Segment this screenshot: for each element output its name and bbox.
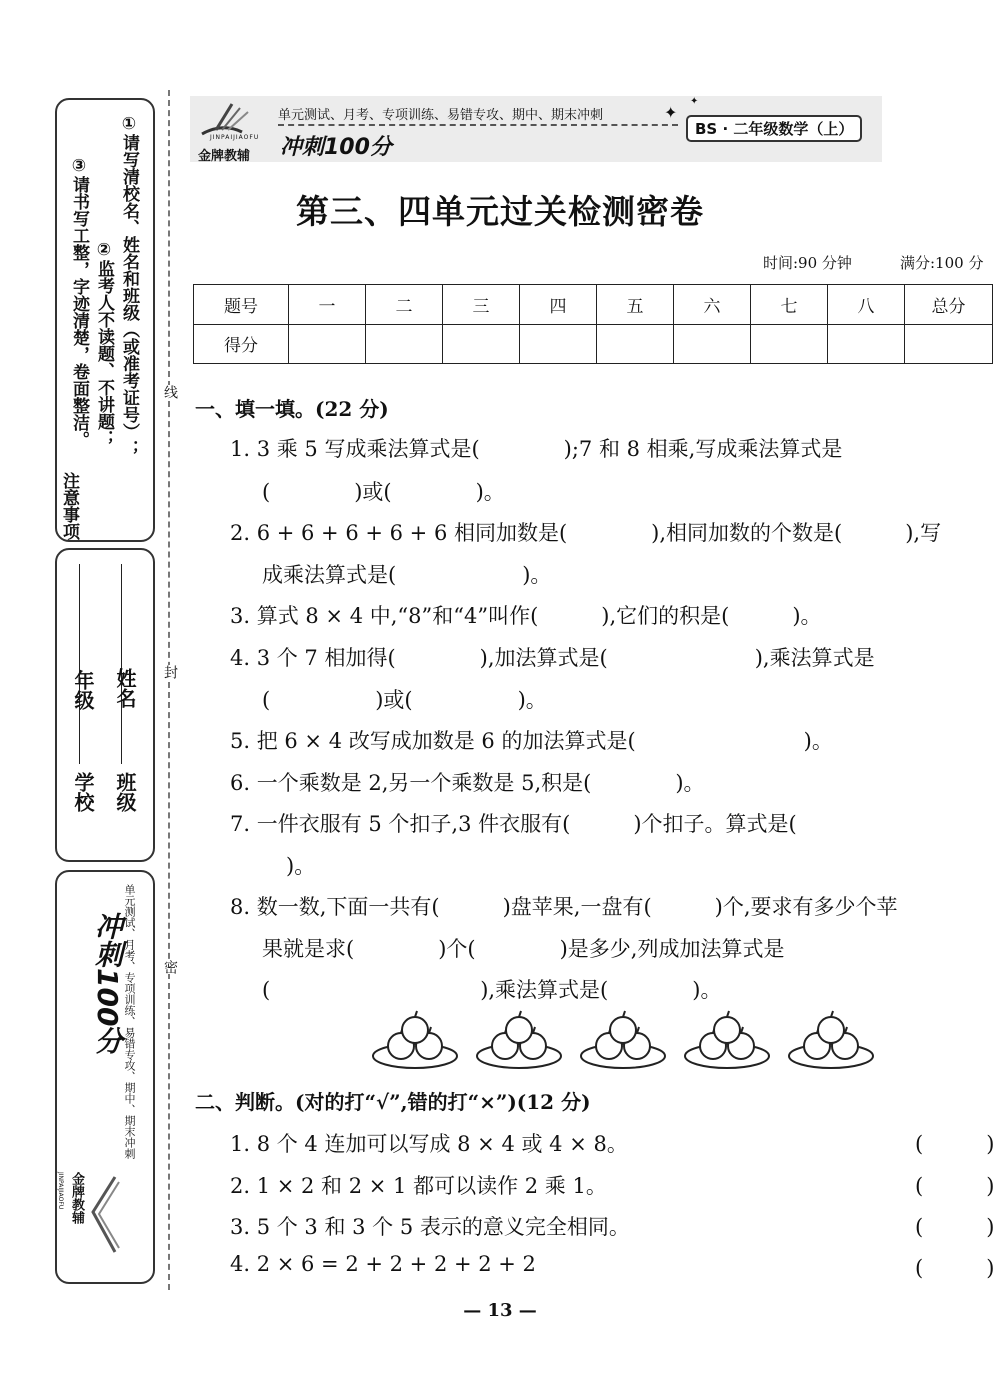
sidebar-brand-en: JINPAIJIAOFU (57, 1172, 64, 1210)
question-line: 1. 3 乘 5 写成乘法算式是( );7 和 8 相乘,写成乘法算式是 (230, 437, 843, 461)
sidebar-brand-cn: 金牌教辅 (69, 1172, 84, 1224)
score-header-cell: 四 (520, 285, 597, 325)
apple-icon (506, 1017, 532, 1043)
exam-full-score: 满分:100 分 (900, 254, 984, 272)
grade-label: 年级 (71, 670, 95, 710)
apple-icon (610, 1017, 636, 1043)
score-cell[interactable] (520, 324, 597, 364)
page-title: 第三、四单元过关检测密卷 (296, 192, 704, 231)
question-line: )。 (286, 854, 316, 878)
notice-rule-1: ①请写清校名、姓名和班级（或准考证号）； (119, 114, 139, 457)
score-header-cell: 二 (366, 285, 443, 325)
score-header-cell: 三 (443, 285, 520, 325)
score-header-cell: 题号 (194, 285, 289, 325)
section2-heading: 二、判断。(对的打“√”,错的打“×”)(12 分) (195, 1090, 591, 1114)
score-header-cell: 五 (597, 285, 674, 325)
score-table (193, 284, 993, 364)
judge-item: 4. 2 × 6 = 2 + 2 + 2 + 2 + 2 (230, 1252, 536, 1276)
book-logo-icon (85, 1172, 125, 1262)
cut-mark-feng: 封 (162, 665, 178, 679)
question-line: ( )或( )。 (262, 688, 547, 712)
student-info-box (55, 548, 155, 862)
score-cell[interactable] (828, 324, 905, 364)
score-table-header-row (194, 285, 993, 325)
notice-heading: 注意事项 (59, 472, 79, 540)
notice-rule-3: ③请书写工整，字迹清楚，卷面整洁。 (69, 156, 89, 448)
question-line: 6. 一个乘数是 2,另一个乘数是 5,积是( )。 (230, 771, 705, 795)
apple-plates-illustration (370, 1010, 890, 1074)
score-cell[interactable] (366, 324, 443, 364)
sparkle-icon: ✦ (664, 103, 678, 122)
question-line: 2. 6 + 6 + 6 + 6 + 6 相同加数是( ),相同加数的个数是( ),写 (230, 521, 942, 545)
apple-plate (373, 1011, 457, 1068)
question-line: 果就是求( )个( )是多少,列成加法算式是 (262, 937, 785, 961)
score-header-cell: 总分 (905, 285, 993, 325)
cut-line (168, 90, 170, 1290)
score-header-cell: 一 (289, 285, 366, 325)
class-field[interactable] (121, 564, 122, 764)
sidebar-brand-box (55, 870, 155, 1284)
score-cell[interactable] (674, 324, 751, 364)
question-line: 4. 3 个 7 相加得( ),加法算式是( ),乘法算式是 (230, 646, 875, 670)
sidebar-brand-title: 冲刺100分 (91, 912, 124, 1055)
section1-heading: 一、填一填。(22 分) (195, 397, 389, 421)
score-cell[interactable] (751, 324, 828, 364)
question-line: 成乘法算式是( )。 (262, 563, 552, 587)
score-header-cell: 七 (751, 285, 828, 325)
header-brand-en: JINPAIJIAOFU (210, 134, 260, 141)
exam-time: 时间:90 分钟 (763, 254, 852, 272)
answer-box[interactable]: ( ) (915, 1256, 995, 1280)
question-line: 7. 一件衣服有 5 个扣子,3 件衣服有( )个扣子。算式是( (230, 812, 797, 836)
score-cell[interactable] (443, 324, 520, 364)
school-field[interactable] (79, 564, 80, 764)
score-cell[interactable] (597, 324, 674, 364)
apple-plate (581, 1011, 665, 1068)
judge-item: 3. 5 个 3 和 3 个 5 表示的意义完全相同。 (230, 1215, 630, 1239)
notice-rule-2: ②监考人不读题、不讲题； (94, 240, 114, 447)
apple-icon (402, 1017, 428, 1043)
score-table-score-row (194, 324, 993, 364)
judge-item: 2. 1 × 2 和 2 × 1 都可以读作 2 乘 1。 (230, 1174, 607, 1198)
grade-badge: BS · 二年级数学（上） (686, 115, 862, 142)
apple-plate (477, 1011, 561, 1068)
score-row-label: 得分 (194, 324, 289, 364)
header-divider (278, 124, 678, 126)
score-cell[interactable] (289, 324, 366, 364)
score-header-cell: 六 (674, 285, 751, 325)
answer-box[interactable]: ( ) (915, 1174, 995, 1198)
question-line: 8. 数一数,下面一共有( )盘苹果,一盘有( )个,要求有多少个苹 (230, 895, 898, 919)
score-cell[interactable] (905, 324, 993, 364)
notice-box (55, 98, 155, 542)
apple-plate (685, 1011, 769, 1068)
apple-icon (714, 1017, 740, 1043)
judge-item: 1. 8 个 4 连加可以写成 8 × 4 或 4 × 8。 (230, 1132, 628, 1156)
cut-mark-xian: 线 (162, 385, 178, 399)
name-label: 姓名 (113, 668, 137, 708)
sidebar-brand-series: 单元测试、月考、专项训练、易错专攻、期中、期末冲刺 (123, 884, 136, 1159)
school-label: 学校 (71, 772, 95, 812)
apple-plate (789, 1011, 873, 1068)
score-header-cell: 八 (828, 285, 905, 325)
page-number: — 13 — (463, 1300, 537, 1321)
answer-box[interactable]: ( ) (915, 1215, 995, 1239)
class-label: 班级 (113, 772, 137, 812)
cut-mark-mi: 密 (162, 960, 178, 974)
question-line: 3. 算式 8 × 4 中,“8”和“4”叫作( ),它们的积是( )。 (230, 604, 822, 628)
question-line: 5. 把 6 × 4 改写成加数是 6 的加法算式是( )。 (230, 729, 833, 753)
answer-box[interactable]: ( ) (915, 1132, 995, 1156)
question-line: ( ),乘法算式是( )。 (262, 978, 722, 1002)
apple-icon (818, 1017, 844, 1043)
question-line: ( )或( )。 (262, 480, 505, 504)
header-brand-cn: 金牌教辅 (198, 149, 251, 164)
header-title: 冲刺100分 (280, 135, 392, 160)
header-series: 单元测试、月考、专项训练、易错专攻、期中、期末冲刺 (278, 108, 604, 123)
sparkle-icon: ✦ (690, 96, 699, 107)
